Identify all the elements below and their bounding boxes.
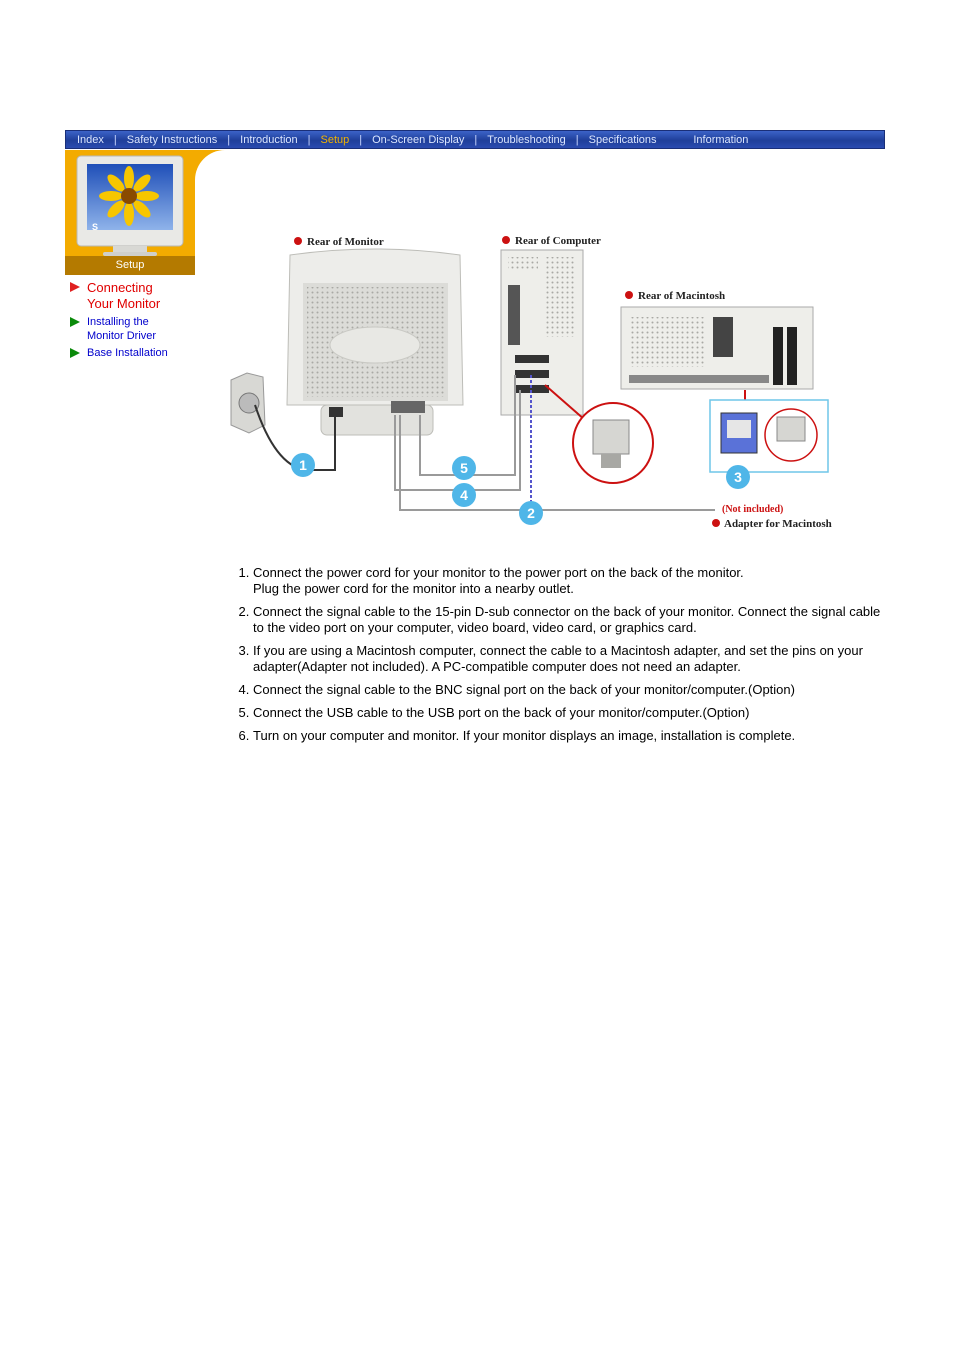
- sidebar-link-label: Installing the: [87, 316, 149, 328]
- label-rear-computer: Rear of Computer: [515, 235, 601, 247]
- label-rear-macintosh: Rear of Macintosh: [638, 290, 726, 302]
- nav-separator: |: [113, 133, 117, 146]
- nav-item-setup[interactable]: Setup: [320, 133, 350, 146]
- monitor-illustration: [65, 150, 195, 260]
- sidebar-link-label: Your Monitor: [87, 296, 161, 311]
- nav-item-specifications[interactable]: Specifications: [588, 133, 657, 146]
- nav-item-troubleshooting[interactable]: Troubleshooting: [487, 133, 566, 146]
- instruction-step: 4. Connect the signal cable to the BNC signal port on the back of your monitor/computer.(Option): [253, 682, 893, 698]
- callout-number: 4: [460, 487, 468, 503]
- sidebar-link-label: Connecting: [87, 280, 153, 295]
- callout-number: 5: [460, 460, 468, 476]
- instruction-step: 6. Turn on your computer and monitor. If your monitor displays an image, installation is complete.: [253, 728, 893, 744]
- nav-separator: |: [359, 133, 363, 146]
- arrow-right-icon: [70, 348, 80, 358]
- computer-rear-illustration: [501, 250, 583, 415]
- nav-item-introduction[interactable]: Introduction: [240, 133, 298, 146]
- bullet-icon: [712, 519, 720, 527]
- monitor-badge: S: [92, 222, 99, 232]
- callout-number: 3: [734, 469, 742, 485]
- wall-outlet-illustration: [231, 373, 265, 433]
- sidebar-tab-corner: [195, 150, 225, 190]
- setup-instructions-list: [225, 565, 893, 751]
- top-nav: [65, 130, 885, 149]
- nav-item-safety-instructions[interactable]: Safety Instructions: [126, 133, 218, 146]
- sidebar-links: [70, 280, 200, 363]
- callout-number: 2: [527, 505, 535, 521]
- bullet-icon: [502, 236, 510, 244]
- label-rear-monitor: Rear of Monitor: [307, 236, 384, 248]
- nav-item-index[interactable]: Index: [77, 133, 104, 146]
- instruction-step: 1. Connect the power cord for your monitor to the power port on the back of the monitor. Plug the power cord for the monitor into a nearby outlet.: [253, 565, 893, 597]
- arrow-right-icon: [70, 282, 80, 292]
- sidebar-link-label: Monitor Driver: [87, 330, 157, 342]
- nav-separator: |: [575, 133, 579, 146]
- nav-item-information[interactable]: Information: [693, 133, 749, 146]
- nav-item-on-screen-display[interactable]: On-Screen Display: [372, 133, 465, 146]
- sidebar-link-connecting-your-monitor[interactable]: [70, 280, 200, 312]
- arrow-right-icon: [70, 317, 80, 327]
- connection-diagram: [225, 225, 865, 545]
- sidebar-link-base-installation[interactable]: [70, 346, 200, 360]
- bullet-icon: [294, 237, 302, 245]
- macintosh-rear-illustration: [621, 307, 813, 389]
- nav-separator: |: [474, 133, 478, 146]
- callout-number: 1: [299, 457, 307, 473]
- bullet-icon: [625, 291, 633, 299]
- nav-separator: |: [307, 133, 311, 146]
- sidebar-link-installing-monitor-driver[interactable]: [70, 315, 200, 343]
- instruction-step: 5. Connect the USB cable to the USB port on the back of your monitor/computer.(Option): [253, 705, 893, 721]
- label-adapter-macintosh: Adapter for Macintosh: [724, 518, 832, 530]
- nav-separator: |: [227, 133, 231, 146]
- sidebar-section-title: Setup: [65, 256, 195, 275]
- instruction-step: 3. If you are using a Macintosh computer, connect the cable to a Macintosh adapter, and set the pins on your adapter(Adapter not included). A PC-compatible computer does not need an adapter.: [253, 643, 893, 675]
- label-not-included: (Not included): [722, 504, 784, 515]
- sidebar-link-label: Base Installation: [87, 347, 168, 359]
- monitor-rear-illustration: [287, 249, 463, 435]
- instruction-step: 2. Connect the signal cable to the 15-pin D-sub connector on the back of your monitor. Connect the signal cable to the video port on your computer, video board, video card, or graphics card.: [253, 604, 893, 636]
